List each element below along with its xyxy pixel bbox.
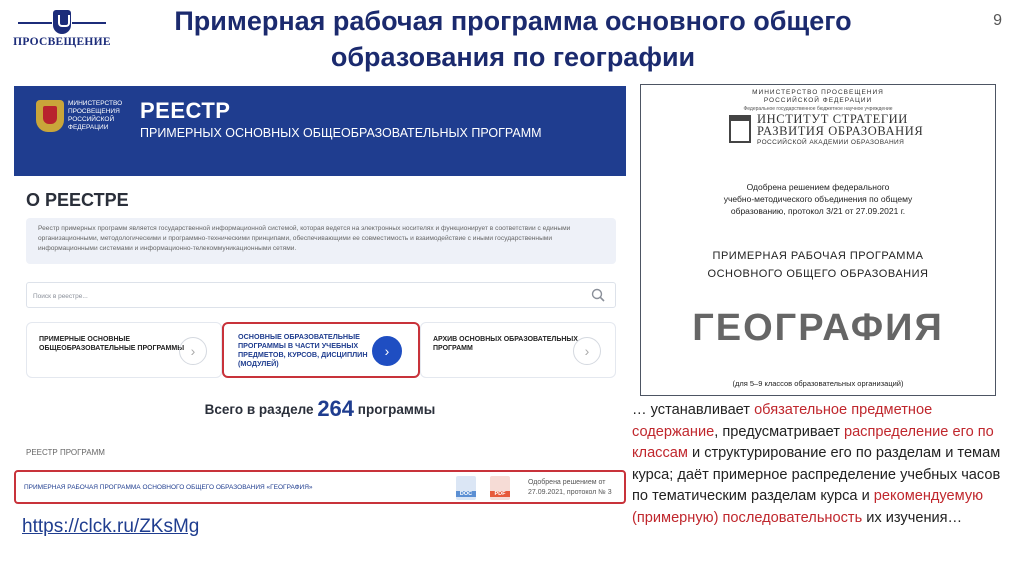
registry-header [14, 86, 626, 176]
doc-file-icon[interactable] [456, 476, 476, 500]
logo-line-left [18, 22, 52, 24]
chevron-right-icon[interactable]: › [179, 337, 207, 365]
document-subject: ГЕОГРАФИЯ [692, 307, 944, 349]
document-type-line2: ОСНОВНОГО ОБЩЕГО ОБРАЗОВАНИЯ [707, 268, 929, 280]
search-box [26, 282, 616, 308]
category-cards [26, 322, 616, 378]
card-label: АРХИВ ОСНОВНЫХ ОБРАЗОВАТЕЛЬНЫХ ПРОГРАММ [433, 336, 578, 352]
quote-part: … устанавливает [632, 402, 755, 418]
slide-title: Примерная рабочая программа основного общего образования по географии [174, 6, 852, 72]
search-icon[interactable] [591, 288, 605, 302]
document-ministry-line2: РОССИЙСКОЙ ФЕДЕРАЦИИ [763, 97, 873, 104]
institute-subtitle: РОССИЙСКОЙ АКАДЕМИИ ОБРАЗОВАНИЯ [757, 139, 905, 146]
quote-part: их изучения… [862, 509, 963, 526]
description-text [632, 400, 1012, 530]
quote-highlight: рекомендуемую (примерную) последовательность [632, 488, 984, 526]
document-federal-line: Федеральное государственное бюджетное научное учреждение [743, 106, 893, 112]
institute-name [757, 113, 923, 137]
approval-line3: образованию, протокол 3/21 от 27.09.2021 г. [730, 206, 906, 216]
institute-name-line2: РАЗВИТИЯ ОБРАЗОВАНИЯ [757, 124, 924, 138]
card-primary-programs[interactable] [26, 322, 222, 378]
registry-title: РЕЕСТР [140, 98, 231, 123]
brand-logo [10, 6, 114, 48]
registry-subtitle: ПРИМЕРНЫХ ОСНОВНЫХ ОБЩЕОБРАЗОВАТЕЛЬНЫХ ПРОГРАММ [140, 126, 542, 140]
about-text: Реестр примерных программ является государственной информационной системой, которая ведется на электронных носителях и функционирует в соответствии с едиными организационными, методологическими и программно-техническими принципами, обеспечивающими ее совместимость и взаимодействие с иными государственными информационными системами и информационно-телекоммуникационными сетями. [26, 218, 616, 264]
total-number: 264 [317, 396, 355, 421]
chevron-right-icon[interactable]: › [372, 336, 402, 366]
chevron-right-icon[interactable]: › [573, 337, 601, 365]
quote-part: и структурирование его по разделам и темам курса; даёт примерное распределение учебных часов по тематическим разделам курса и [632, 445, 1001, 505]
approval-note: Одобрена решением от 27.09.2021, протокол № 3 [528, 479, 612, 496]
document-ministry [641, 89, 995, 105]
pdf-file-icon[interactable] [490, 476, 510, 500]
approval-line2: учебно-методического объединения по общему [723, 194, 913, 204]
search-input[interactable] [33, 288, 573, 304]
institute-building-icon [729, 115, 751, 143]
total-prefix: Всего в разделе [204, 402, 314, 417]
card-label: ПРИМЕРНЫЕ ОСНОВНЫЕ ОБЩЕОБРАЗОВАТЕЛЬНЫЕ ПРОГРАММЫ [39, 336, 185, 352]
card-archive[interactable] [420, 322, 616, 378]
logo-line-right [72, 22, 106, 24]
prosveshchenie-emblem-icon [53, 10, 71, 34]
pdf-label: PDF [490, 491, 510, 497]
about-title: О РЕЕСТРЕ [26, 190, 129, 210]
program-name-link[interactable]: ПРИМЕРНАЯ РАБОЧАЯ ПРОГРАММА ОСНОВНОГО ОБЩЕГО ОБРАЗОВАНИЯ «ГЕОГРАФИЯ» [24, 484, 313, 491]
brand-name: ПРОСВЕЩЕНИЕ [13, 36, 111, 48]
card-subject-programs[interactable] [222, 322, 420, 378]
registry-screenshot [14, 86, 626, 504]
document-type-line1: ПРИМЕРНАЯ РАБОЧАЯ ПРОГРАММА [712, 250, 924, 262]
source-link[interactable]: https://clck.ru/ZKsMg [22, 516, 200, 537]
document-cover [640, 84, 996, 396]
institute-name-line1: ИНСТИТУТ СТРАТЕГИИ [757, 112, 908, 126]
registry-list-label: РЕЕСТР ПРОГРАММ [26, 448, 105, 457]
document-classes: (для 5–9 классов образовательных организаций) [732, 379, 904, 388]
table-row[interactable] [14, 470, 626, 504]
registry-ministry: МИНИСТЕРСТВО ПРОСВЕЩЕНИЯ РОССИЙСКОЙ ФЕДЕРАЦИИ [68, 100, 123, 131]
card-label: ОСНОВНЫЕ ОБРАЗОВАТЕЛЬНЫЕ ПРОГРАММЫ В ЧАСТИ УЧЕБНЫХ ПРЕДМЕТОВ, КУРСОВ, ДИСЦИПЛИН (МОДУЛЕЙ) [238, 332, 368, 368]
total-suffix: программы [357, 402, 436, 417]
quote-part: , предусматривает [714, 423, 844, 440]
coat-of-arms-icon [36, 100, 64, 132]
page-number: 9 [993, 12, 1002, 29]
document-type [641, 247, 995, 283]
approval-line1: Одобрена решением федерального [746, 182, 890, 192]
total-count [14, 396, 626, 422]
document-ministry-line1: МИНИСТЕРСТВО ПРОСВЕЩЕНИЯ [752, 89, 884, 96]
doc-label: DOC [456, 491, 476, 497]
quote-highlight: распределение его по классам [632, 423, 994, 462]
quote-highlight: обязательное предметное содержание [632, 402, 933, 440]
document-approval [641, 181, 995, 217]
